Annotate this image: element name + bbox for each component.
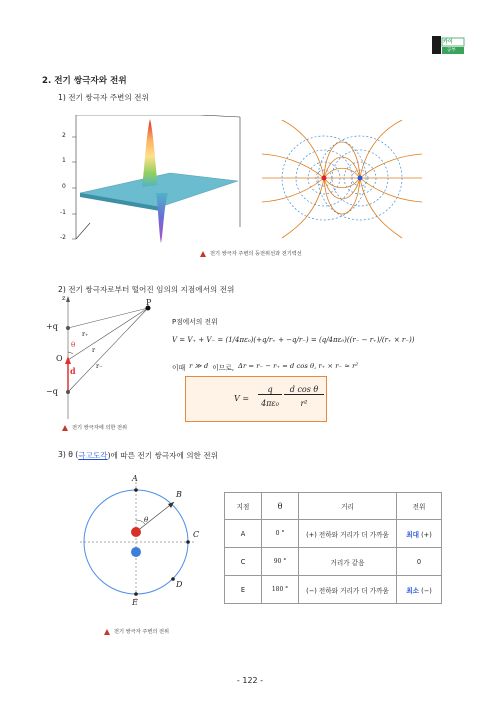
axis-tick-0: 0 [62,183,66,190]
z-axis-label: z [62,294,66,302]
figure-1-caption-text: 전기 쌍극자 주변의 등전위선과 전기력선 [210,251,302,257]
header-potential: 전위 [397,493,442,520]
figure-3-caption [104,628,169,635]
point-c-label: C [193,530,200,539]
row-point: E [225,576,262,604]
point-p-heading: P점에서의 전위 [172,318,218,326]
result-equation-box [185,376,327,422]
row-point: A [225,520,262,548]
boxed-num-right: d cos θ [284,385,324,395]
theta-label: θ [71,341,76,349]
table-header-row [225,493,442,520]
boxed-num-left: q [258,385,282,395]
polar-angle-link[interactable]: 극고도각 [78,451,108,460]
r-label: r [92,346,96,354]
header-distance: 거리 [299,493,397,520]
origin-label: O [56,354,63,363]
potential-sign: (+) [421,530,432,539]
row-distance: 거리가 같음 [299,548,397,576]
eq2-rest: Δr = r₋ − r₊ = d cos θ, r₊ × r₋ ≈ r² [238,362,359,370]
axis-tick-minus1: -1 [60,209,66,216]
potential-table [224,492,442,604]
section-title: 2. 전기 쌍극자와 전위 [42,76,127,86]
row-distance: (+) 전하와 거리가 더 가까움 [299,520,397,548]
table-row [225,520,442,548]
row-potential [397,520,442,548]
subsection-3-title-prefix: 3) θ ( [58,450,79,459]
table-row [225,548,442,576]
header-point: 지점 [225,493,262,520]
table-row [225,576,442,604]
d-label: d [70,366,76,376]
page-number: - 122 - [236,676,264,685]
axis-tick-1: 1 [62,157,66,164]
r-minus-label: r₋ [96,362,103,370]
row-theta: 0 ° [262,520,299,548]
row-potential [397,548,442,576]
eq2-condition: r ≫ d [189,362,209,370]
header-theta: θ [262,493,299,520]
subsection-3-title [58,450,218,461]
publisher-logo [432,36,466,56]
figure-2-caption-text: 전기 쌍극자에 의한 전위 [72,425,128,431]
caption-marker-icon [62,425,68,431]
row-distance: (−) 전하와 거리가 더 가까움 [299,576,397,604]
dipole-circle-diagram [80,474,210,616]
eq2-mid: 이므로, [212,364,235,372]
logo-subtext: 공부 [447,48,456,53]
theta-angle-label: θ [144,516,149,524]
subsection-1-title: 1) 전기 쌍극자 주변의 전위 [58,93,149,102]
boxed-lhs: V = [234,394,250,403]
figure-2-caption [62,424,127,431]
point-b-label: B [176,490,182,499]
row-theta: 90 ° [262,548,299,576]
axis-tick-minus2: -2 [60,234,66,241]
caption-marker-icon [200,251,206,257]
subsection-3-title-suffix: )에 따른 전기 쌍극자에 의한 전위 [107,451,218,460]
potential-value: 0 [416,557,422,566]
point-d-label: D [176,580,183,589]
figure-3-caption-text: 전기 쌍극자 주변의 전위 [114,629,170,635]
figure-1-caption [200,250,302,257]
r-plus-label: r₊ [82,330,89,338]
point-p-label: P [146,298,152,307]
equation-1: V = V₊ + V₋ = (1/4πε₀)(+q/r₊ + −q/r₋) = (q/4πε₀)((r₋ − r₊)/(r₊ × r₋)) [172,336,415,344]
row-theta: 180 ° [262,576,299,604]
dipole-geometry-figure [42,294,172,429]
boxed-den-left: 4πε₀ [261,399,279,408]
plus-q-label: +q [46,322,58,331]
logo-text: 카이 [443,39,453,45]
row-point: C [225,548,262,576]
field-lines-diagram [262,120,422,240]
point-a-label: A [132,474,138,483]
potential-value: 최대 [406,530,419,539]
potential-sign: (−) [421,586,432,595]
axis-tick-2: 2 [62,132,66,139]
minus-q-label: −q [46,387,58,396]
row-potential [397,576,442,604]
point-e-label: E [132,598,138,607]
equation-2 [172,362,358,372]
potential-surface-plot [60,115,250,250]
boxed-den-right: r² [300,399,308,408]
eq2-prefix: 이때 [172,364,186,372]
potential-value: 최소 [406,586,419,595]
caption-marker-icon [104,629,110,635]
subsection-2-title: 2) 전기 쌍극자로부터 떨어진 임의의 지점에서의 전위 [58,285,235,294]
